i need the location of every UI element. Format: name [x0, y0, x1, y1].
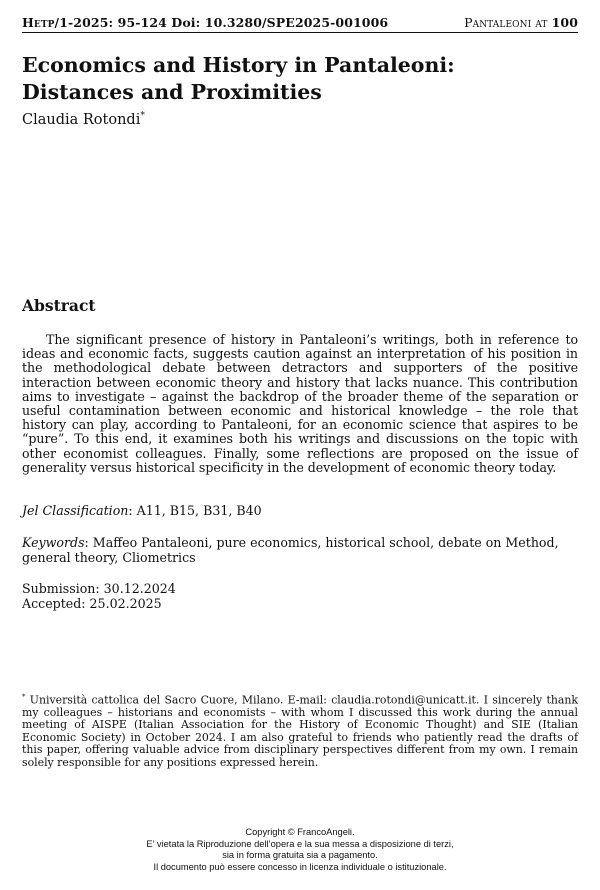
- jel-label: Jel Classification: [22, 503, 129, 518]
- author-text: Claudia Rotondi: [22, 111, 141, 128]
- keywords: [22, 535, 578, 565]
- author-footnote-mark: *: [140, 111, 145, 121]
- submission-dates: [22, 581, 176, 611]
- running-header: [22, 14, 578, 33]
- title-line-1: Economics and History in Pantaleoni:: [22, 53, 455, 77]
- copyright-notice: [0, 827, 600, 873]
- keywords-value: : Maffeo Pantaleoni, pure economics, historical school, debate on Method, general theory, Cliometrics: [22, 535, 559, 565]
- submission-date: Submission: 30.12.2024: [22, 581, 176, 596]
- page-number: 100: [551, 15, 578, 30]
- abstract-heading: Abstract: [22, 296, 96, 315]
- footnote: [22, 691, 578, 769]
- copyright-line-1: Copyright © FrancoAngeli.: [245, 827, 355, 837]
- journal-issue: /1-2025: 95-124: [54, 15, 167, 30]
- abstract-text: The significant presence of history in Pantaleoni’s writings, both in reference to ideas and economic facts, suggests caution against an interpretation of his position in the methodological debate between detractors and supporters of the positive interaction between economic theory and history that lacks nuance. This contribution aims to investigate – against the backdrop of the broader theme of the separation or useful contamination between economic and historical knowledge – the role that history can play, according to Pantaleoni, for an economic science that aspires to be “pure”. To this end, it examines both his writings and discussions on the topic with other economist colleagues. Finally, some reflections are proposed on the issue of generality versus historical specificity in the development of economic theory today.: [22, 332, 578, 475]
- running-head: [464, 15, 578, 30]
- journal-citation: [22, 15, 388, 30]
- author-name: [22, 111, 145, 128]
- copyright-line-4: Il documento può essere concesso in licenza individuale o istituzionale.: [153, 861, 447, 872]
- paper-title: [22, 52, 582, 106]
- title-line-2: Distances and Proximities: [22, 80, 322, 104]
- keywords-label: Keywords: [22, 535, 85, 550]
- accepted-date: Accepted: 25.02.2025: [22, 596, 162, 611]
- running-head-text: Pantaleoni at: [464, 15, 548, 30]
- jel-value: : A11, B15, B31, B40: [128, 503, 262, 518]
- jel-classification: [22, 503, 578, 518]
- copyright-line-2: E’ vietata la Riproduzione dell’opera e la sua messa a disposizione di terzi,: [146, 838, 454, 849]
- copyright-line-3: sia in forma gratuita sia a pagamento.: [222, 850, 378, 861]
- doi: Doi: 10.3280/SPE2025-001006: [171, 15, 389, 30]
- footnote-mark: *: [22, 693, 26, 701]
- footnote-text: Università cattolica del Sacro Cuore, Milano. E-mail: claudia.rotondi@unicatt.it. I sincerely thank my colleagues – historians and economists – with whom I discussed this work during the annual meeting of AISPE (Italian Association for the History of Economic Thought) and SIE (Italian Economic Society) in October 2024. I am also grateful to friends who patiently read the drafts of this paper, offering valuable advice from disciplinary perspectives different from my own. I remain solely responsible for any positions expressed herein.: [22, 693, 578, 769]
- journal-name: Hetp: [22, 15, 55, 30]
